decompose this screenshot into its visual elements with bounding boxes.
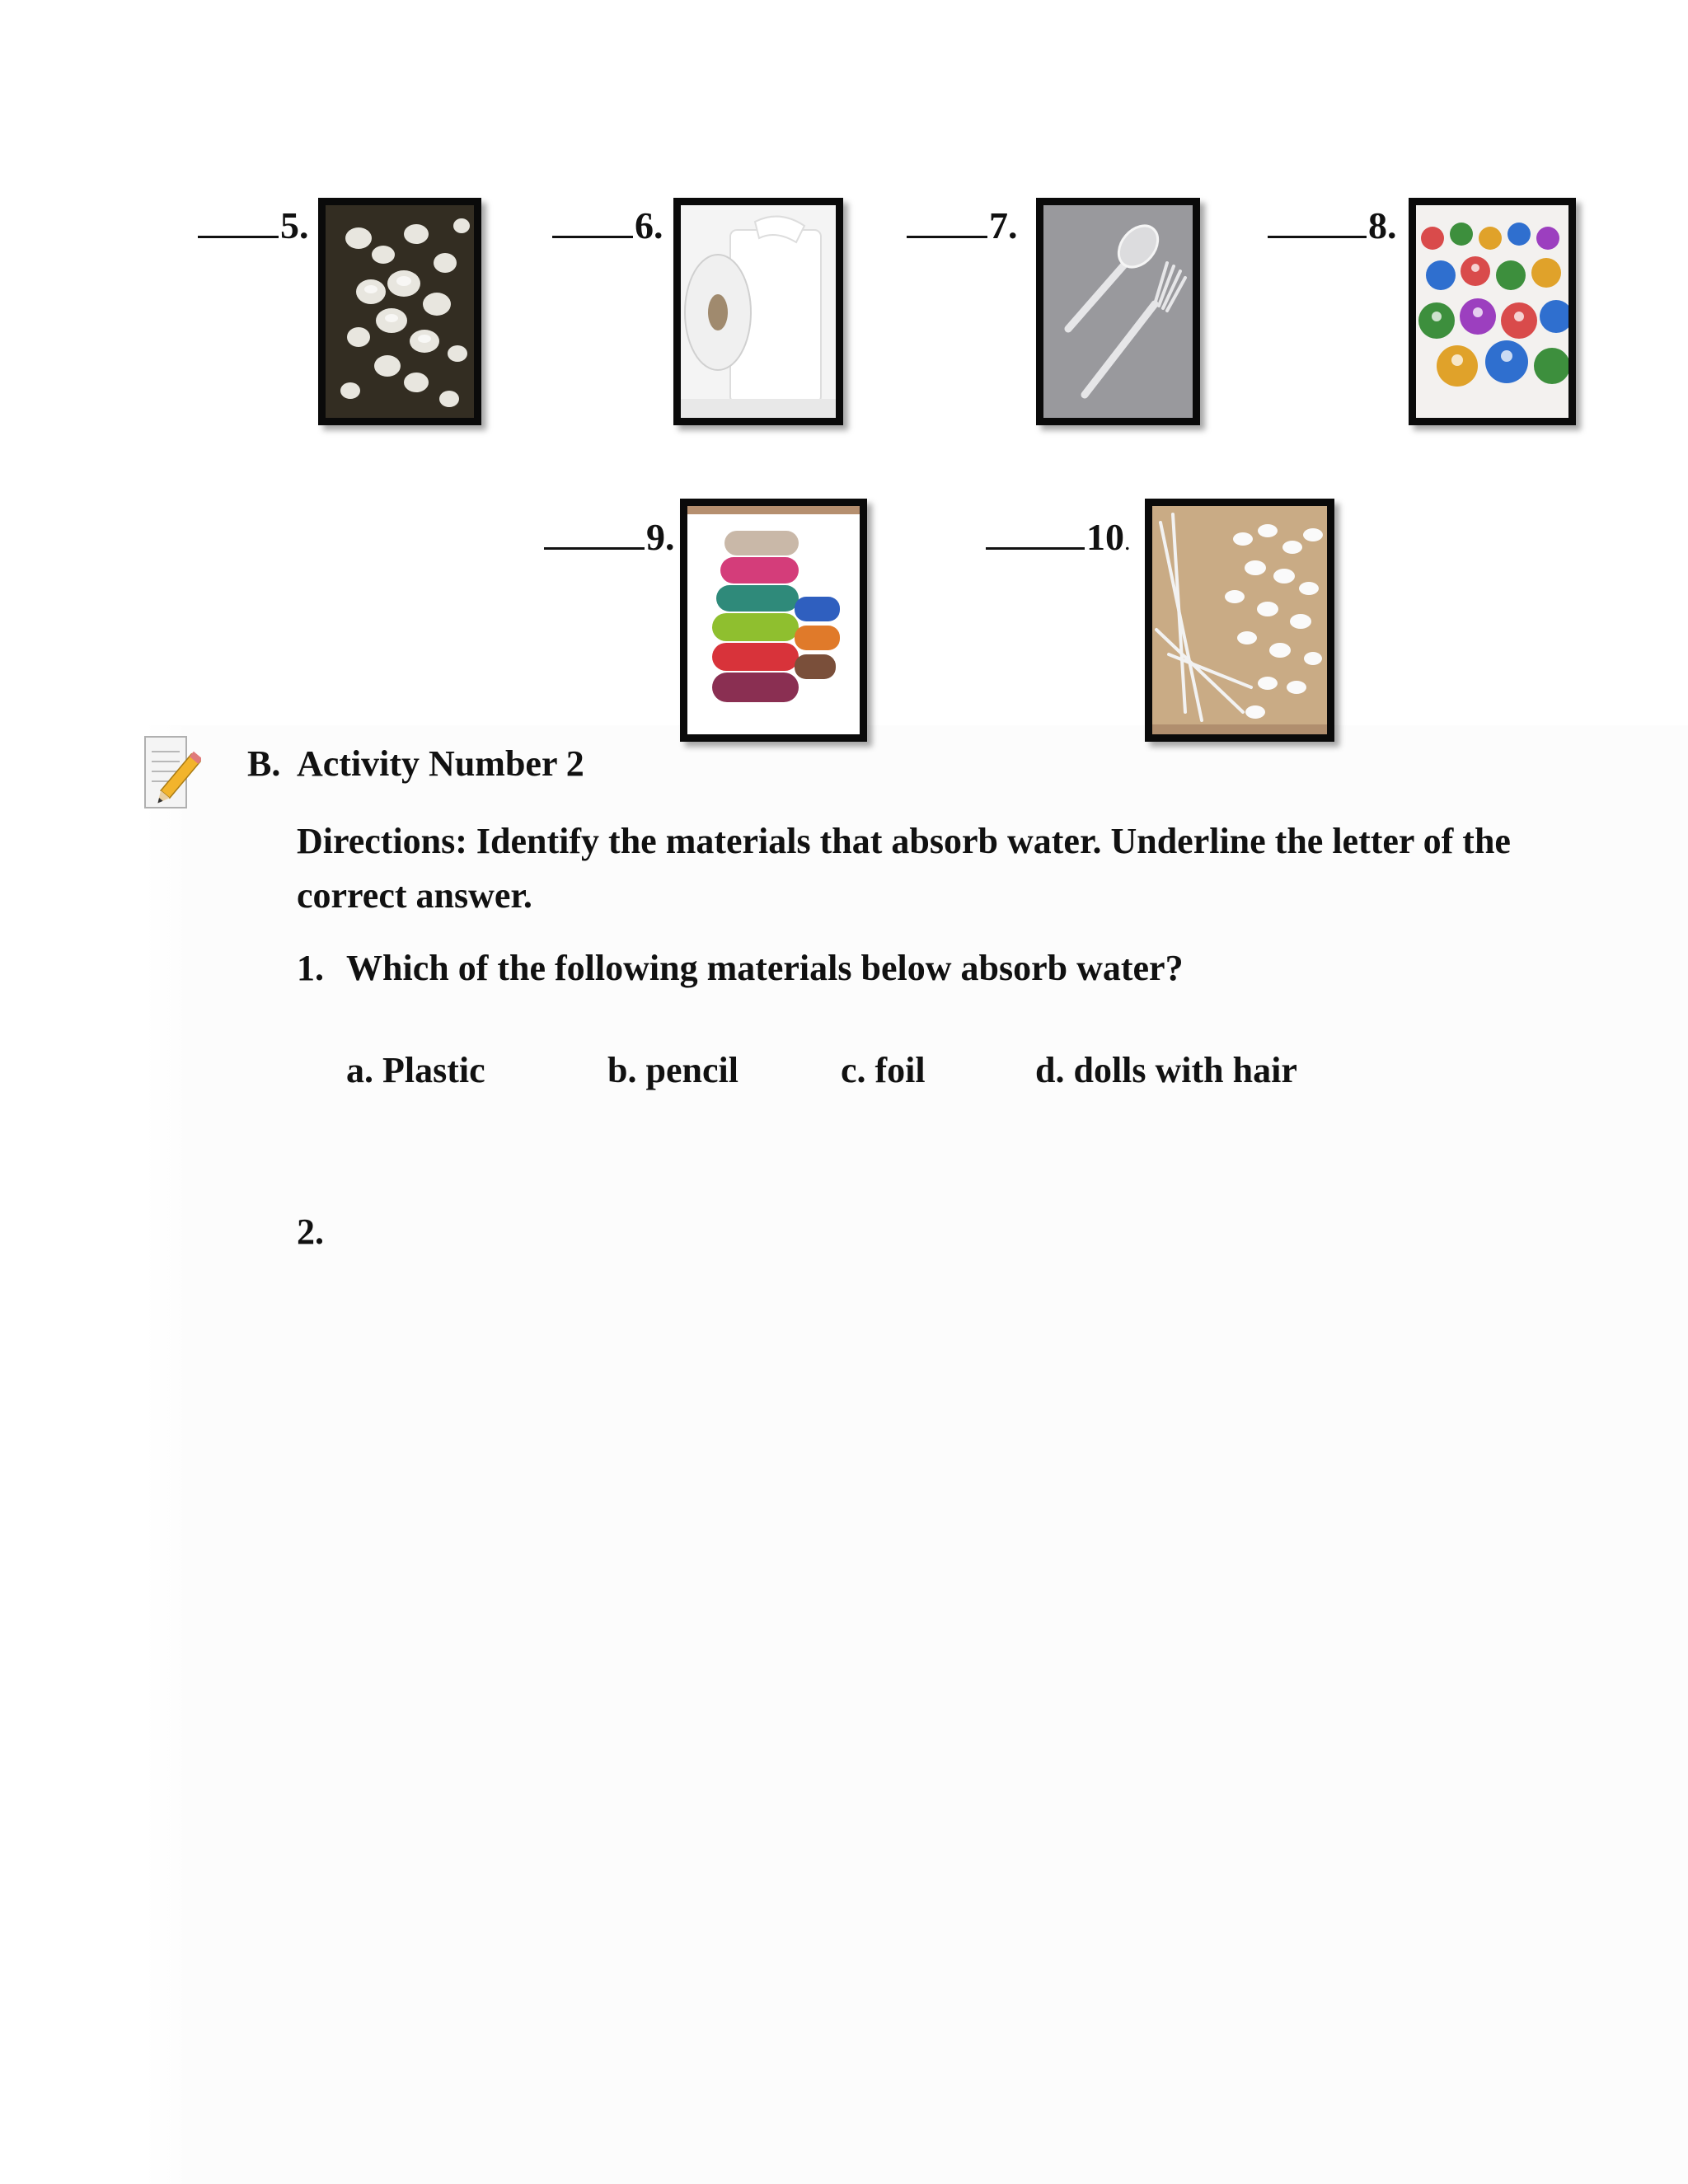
item-6-label: 6.	[552, 203, 663, 245]
towels-image	[680, 499, 867, 742]
answer-blank-10[interactable]	[986, 514, 1085, 550]
spoon-fork-image	[1036, 198, 1200, 425]
question-1-text: Which of the following materials below absorb water?	[346, 948, 1184, 988]
question-1-number: 1.	[297, 948, 324, 988]
question-2-number: 2.	[297, 1212, 324, 1252]
item-10-label: 10.	[986, 514, 1131, 556]
answer-blank-7[interactable]	[907, 203, 987, 238]
activity-icon	[142, 733, 201, 813]
item-9-label: 9.	[544, 514, 675, 556]
directions-text: Directions: Identify the materials that absorb water. Underline the letter of the correct answer.	[297, 821, 1511, 916]
paper-towel-image	[673, 198, 843, 425]
answer-blank-6[interactable]	[552, 203, 633, 238]
choice-c[interactable]: c. foil	[841, 1050, 926, 1090]
answer-blank-9[interactable]	[544, 514, 645, 550]
item-8-label: 8.	[1268, 203, 1397, 245]
answer-blank-5[interactable]	[198, 203, 279, 238]
choice-b[interactable]: b. pencil	[607, 1050, 738, 1090]
item-5-label: 5.	[198, 203, 309, 245]
cotton-buds-image	[1145, 499, 1334, 742]
choice-d[interactable]: d. dolls with hair	[1035, 1050, 1297, 1090]
cotton-image	[318, 198, 481, 425]
marbles-image	[1409, 198, 1576, 425]
activity-letter: B.	[247, 743, 281, 784]
notepad-pencil-icon	[142, 733, 201, 813]
item-7-label: 7.	[907, 203, 1018, 245]
activity-title: Activity Number 2	[297, 743, 584, 784]
choice-a[interactable]: a. Plastic	[346, 1050, 485, 1090]
worksheet-background	[144, 725, 1688, 2184]
answer-blank-8[interactable]	[1268, 203, 1367, 238]
